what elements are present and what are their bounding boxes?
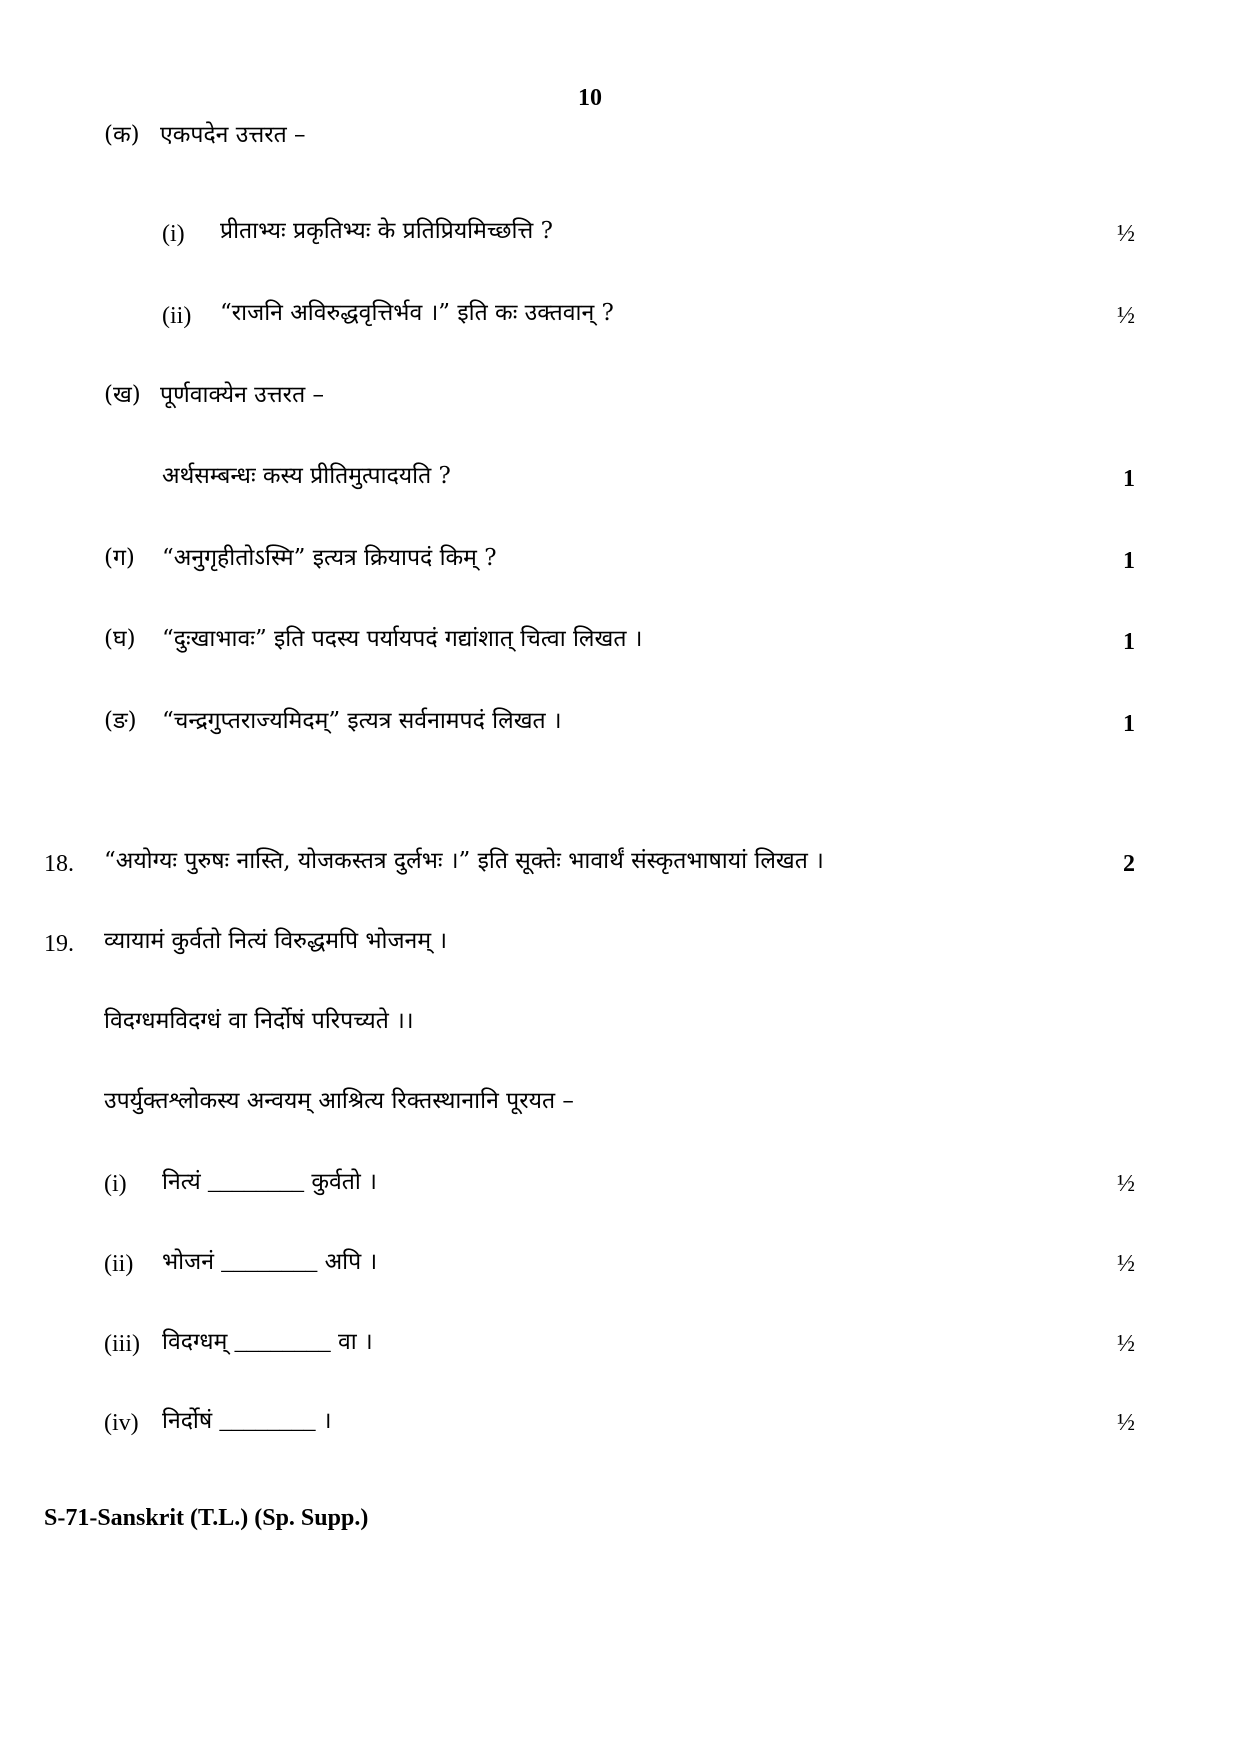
subq-kha-question: अर्थसम्बन्धः कस्य प्रीतिमुत्पादयति ? [162, 463, 451, 489]
q19-iv-blank: ________ [219, 1408, 316, 1434]
q19-i-after: कुर्वतो । [311, 1169, 377, 1195]
footer-paper-code: S-71-Sanskrit (T.L.) (Sp. Supp.) [44, 1505, 369, 1531]
q19-iii-blank: ________ [234, 1329, 331, 1355]
q19-i-num: (i) [104, 1171, 127, 1197]
q19-iv-marks: ½ [1117, 1410, 1135, 1436]
subq-gha-text: “दुःखाभावः” इति पदस्य पर्यायपदं गद्यांशात् चित्वा लिखत । [162, 626, 643, 652]
q19-ii-blank: ________ [221, 1249, 318, 1275]
q19-i-line [162, 1170, 377, 1194]
q19-iii-before: विदग्धम् [162, 1329, 228, 1355]
q19-verse-line2: विदग्धमविदग्धं वा निर्दोषं परिपच्यते ।। [104, 1008, 414, 1034]
item-ka-ii-marks: ½ [1117, 303, 1135, 329]
q19-iv-line [162, 1409, 332, 1433]
q19-iv-num: (iv) [104, 1410, 139, 1436]
subq-nga-text: “चन्द्रगुप्तराज्यमिदम्” इत्यत्र सर्वनामपदं लिखत । [162, 708, 562, 734]
item-ka-ii-num: (ii) [162, 303, 192, 329]
page-number: 10 [578, 85, 602, 111]
item-ka-i-num: (i) [162, 221, 185, 247]
subq-ka-label: (क) [104, 122, 140, 148]
q18-text: “अयोग्यः पुरुषः नास्ति, योजकस्तत्र दुर्लभः ।” इति सूक्तेः भावार्थं संस्कृतभाषायां लिखत । [104, 848, 824, 874]
q19-iii-line [162, 1330, 373, 1354]
subq-ga-label: (ग) [104, 545, 135, 571]
item-ka-i-text: प्रीताभ्यः प्रकृतिभ्यः के प्रतिप्रियमिच्छत्ति ? [220, 218, 553, 244]
q19-instruction: उपर्युक्तश्लोकस्य अन्वयम् आश्रित्य रिक्तस्थानानि पूरयत – [104, 1088, 574, 1114]
q19-ii-before: भोजनं [162, 1249, 214, 1275]
q19-iii-marks: ½ [1117, 1331, 1135, 1357]
q18-marks: 2 [1123, 851, 1135, 877]
subq-gha-label: (घ) [104, 626, 136, 652]
q19-ii-after: अपि । [324, 1249, 378, 1275]
item-ka-i-marks: ½ [1117, 221, 1135, 247]
subq-nga-marks: 1 [1123, 711, 1135, 737]
q19-number: 19. [44, 931, 74, 957]
subq-kha-instruction: पूर्णवाक्येन उत्तरत – [160, 382, 324, 408]
q19-iii-after: वा । [337, 1329, 373, 1355]
q19-verse-line1: व्यायामं कुर्वतो नित्यं विरुद्धमपि भोजनम् । [104, 928, 448, 954]
q19-iv-before: निर्दोषं [162, 1408, 213, 1434]
q19-iv-after: । [322, 1408, 332, 1434]
subq-kha-label: (ख) [104, 382, 141, 408]
subq-nga-label: (ङ) [104, 708, 137, 734]
q19-ii-line [162, 1250, 377, 1274]
q19-i-before: नित्यं [162, 1169, 201, 1195]
subq-gha-marks: 1 [1123, 629, 1135, 655]
q19-i-marks: ½ [1117, 1171, 1135, 1197]
subq-ga-text: “अनुगृहीतोऽस्मि” इत्यत्र क्रियापदं किम् ? [162, 545, 497, 571]
subq-ga-marks: 1 [1123, 548, 1135, 574]
subq-ka-instruction: एकपदेन उत्तरत – [160, 122, 306, 148]
q19-i-blank: ________ [208, 1169, 305, 1195]
q19-iii-num: (iii) [104, 1331, 140, 1357]
subq-kha-marks: 1 [1123, 466, 1135, 492]
q19-ii-marks: ½ [1117, 1251, 1135, 1277]
q19-ii-num: (ii) [104, 1251, 134, 1277]
item-ka-ii-text: “राजनि अविरुद्धवृत्तिर्भव ।” इति कः उक्तवान् ? [220, 300, 614, 326]
q18-number: 18. [44, 851, 74, 877]
